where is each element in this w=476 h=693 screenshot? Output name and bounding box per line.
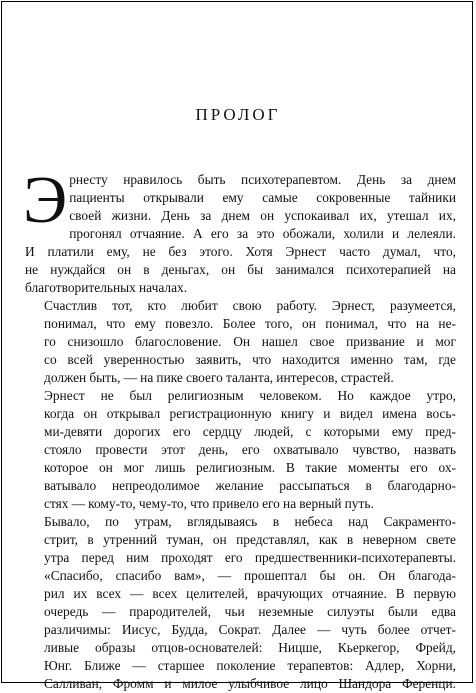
text-line: го снизошло благословение. Он нашел свое призвание и мог xyxy=(44,334,456,349)
text-line: утра перед ним проходят его предшественники-психотерапевты. xyxy=(44,550,456,565)
text-line: когда он открывал регистрационную книгу и видел имена вось- xyxy=(44,406,456,421)
text-line: своей жизни. День за днем он успокаивал их, утешал их, xyxy=(69,208,456,223)
text-line: должен быть, — на пике своего таланта, интересов, страстей. xyxy=(44,370,394,385)
text-line: прогонял отчаяние. А его за это обожали, холили и лелеяли. xyxy=(69,226,456,241)
paragraph-1 xyxy=(23,163,456,297)
drop-cap: Э xyxy=(23,163,68,237)
text-line: стрит, в утренний туман, он представлял, как в неверном свете xyxy=(44,532,456,547)
text-line: Бывало, по утрам, вглядываясь в небеса над Сакраменто- xyxy=(44,514,456,529)
paragraph-3 xyxy=(25,387,456,513)
text-line: Салливан, Фромм и милое улыбчивое лицо Шандора Ференци. xyxy=(44,676,456,691)
text-line: благотворительных началах. xyxy=(25,280,188,295)
text-line: стояло провести этот день, его охватывало чувство, назвать xyxy=(44,442,456,457)
chapter-title: ПРОЛОГ xyxy=(195,105,281,124)
text-line: ми-девяти дорогих его сердцу людей, с которыми ему пред- xyxy=(44,424,456,439)
text-line: не нуждайся он в деньгах, он бы занимался психотерапией на xyxy=(25,262,456,277)
text-line: И платили ему, не без этого. Хотя Эрнест часто думал, что, xyxy=(25,244,456,259)
text-line: рнесту нравилось быть психотерапевтом. День за днем xyxy=(69,172,456,187)
text-line: очередь — прародителей, чьи неземные силуэты были едва xyxy=(44,604,456,619)
chapter-body xyxy=(23,163,456,693)
paragraph-4 xyxy=(25,513,456,567)
text-line: пациенты открывали ему самые сокровенные тайники xyxy=(69,190,456,205)
text-line: рил их всех — всех целителей, врачующих отчаяние. В первую xyxy=(44,586,456,601)
text-line: Юнг. Ближе — старшее поколение терапевтов: Адлер, Хорни, xyxy=(44,658,456,673)
text-line: Счастлив тот, кто любит свою работу. Эрнест, разумеется, xyxy=(44,298,456,313)
text-line: ливые образы отцов-основателей: Ницше, Кьеркегор, Фрейд, xyxy=(44,640,456,655)
text-line: со всей уверенностью заявить, что находится именно там, где xyxy=(44,352,456,367)
text-line: «Спасибо, спасибо вам», — прошептал бы он. Он благода- xyxy=(44,568,456,583)
paragraph-5 xyxy=(25,567,456,693)
text-line: ватывало непреодолимое желание рассыпаться в благодарно- xyxy=(44,478,456,493)
text-line: различимы: Иисус, Будда, Сократ. Далее — чуть более отчет- xyxy=(44,622,456,637)
text-line: которое он мог лишь религиозным. В такие моменты его ох- xyxy=(44,460,456,475)
text-line: понимал, что ему повезло. Более того, он понимал, что на не- xyxy=(44,316,456,331)
text-line: стях — кому-то, чему-то, что привело его на верный путь. xyxy=(44,496,374,511)
text-line: Эрнест не был религиозным человеком. Но каждое утро, xyxy=(44,388,456,403)
paragraph-2 xyxy=(25,297,456,387)
